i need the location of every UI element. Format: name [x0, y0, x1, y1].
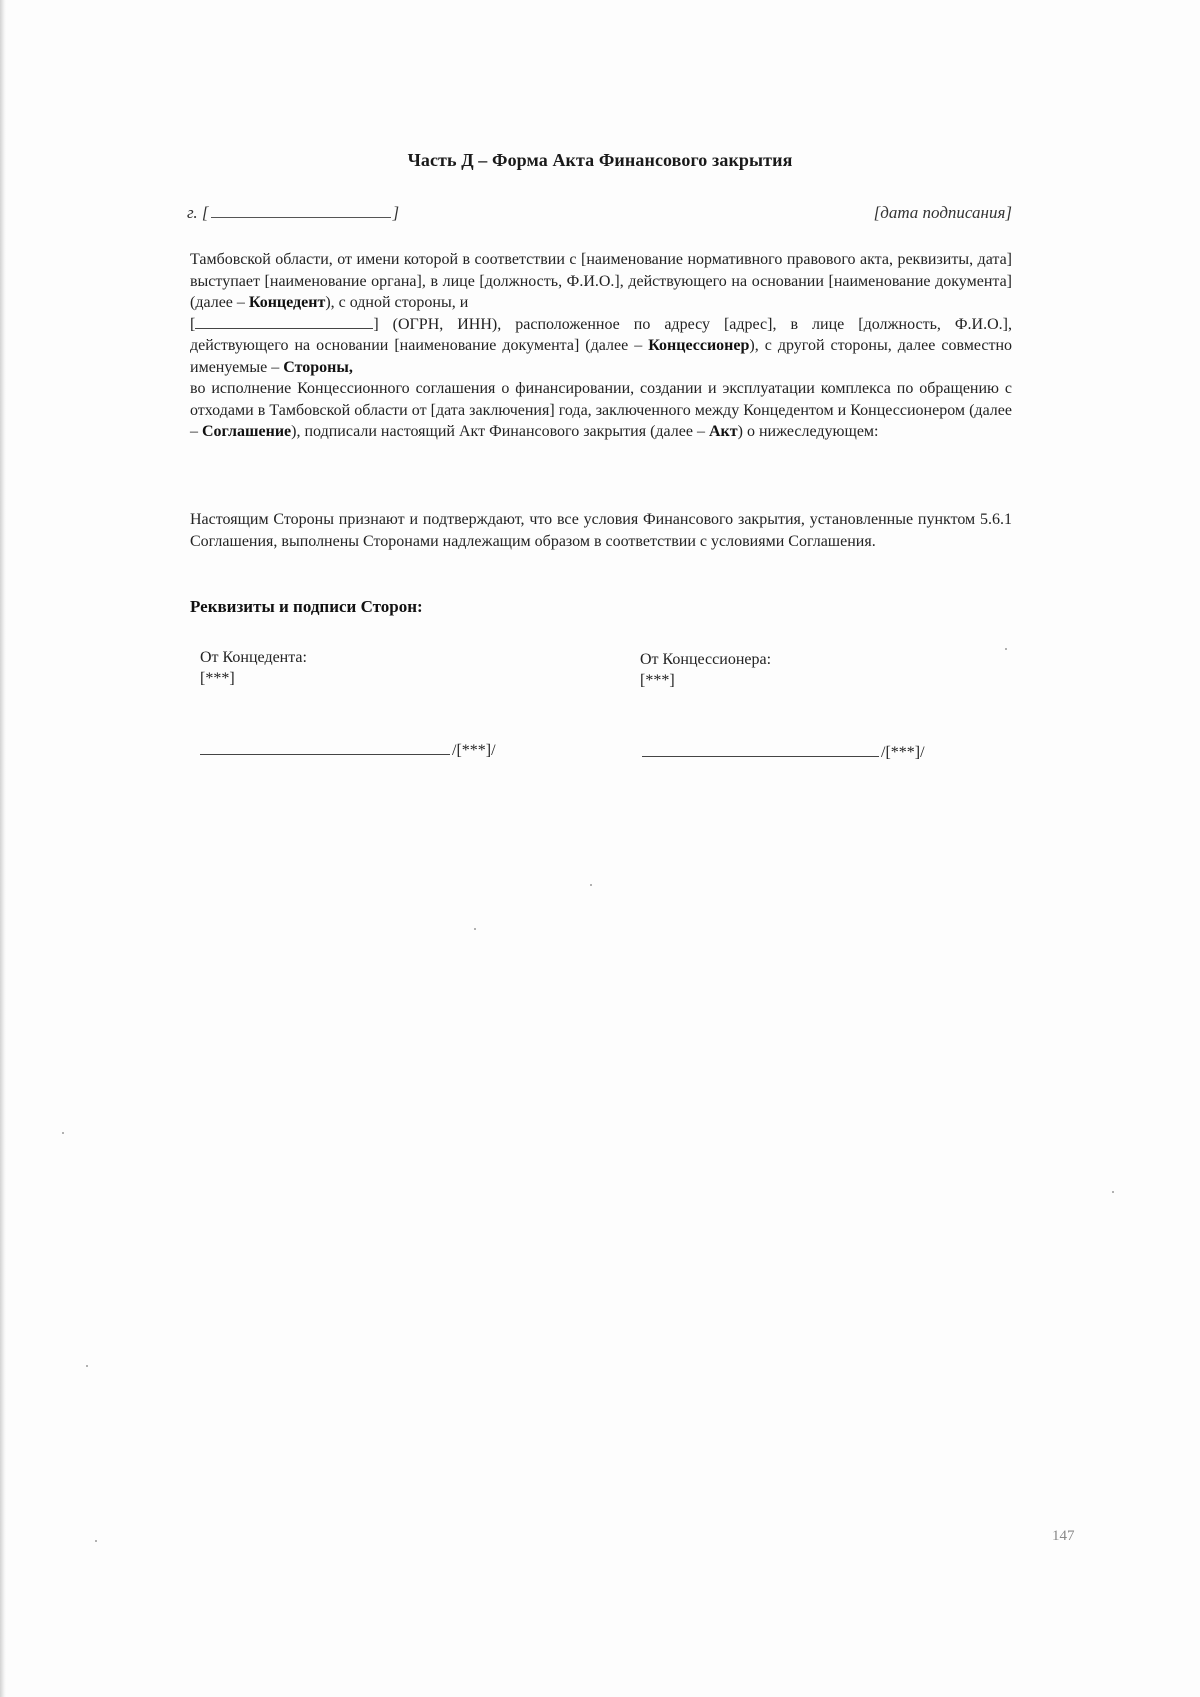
signature-rule [200, 740, 450, 755]
confirmation-paragraph: Настоящим Стороны признают и подтверждают, что все условия Финансового закрытия, установленные пунктом 5.6.1 Соглашения, выполнены Сторонами надлежащим образом в соответствии с условиями Соглашения. [190, 511, 1012, 550]
act-term: Акт [708, 423, 738, 440]
preamble-text-1: Тамбовской области, от имени которой в соответствии с [наименование нормативного правового акта, реквизиты, дата] выступает [наименование органа], в лице [должность, Ф.И.О.], действующего на основании [наименование документа] (далее – [190, 251, 1012, 311]
preamble-text-2: ), с одной стороны, и [325, 294, 469, 311]
concessionaire-term: Концессионер [648, 337, 750, 354]
agreement-term: Соглашение [202, 423, 292, 440]
place-blank [211, 203, 391, 218]
preamble-text-7: ) о нижеследующем: [737, 423, 879, 440]
concessionaire-label: От Концессионера: [640, 651, 772, 668]
scan-speck [1005, 648, 1007, 650]
concessionaire-signature-block [640, 649, 771, 691]
blank-open-bracket: [ [190, 315, 196, 333]
concessionaire-signature-line [642, 742, 925, 762]
concedent-term: Концедент [248, 294, 326, 311]
scan-edge-artifact [0, 0, 6, 1697]
page-number: 147 [1052, 1528, 1075, 1544]
scan-speck [95, 1540, 97, 1542]
place-field [187, 203, 399, 223]
document-title: Часть Д – Форма Акта Финансового закрытия [407, 150, 793, 170]
concedent-signature-line [200, 740, 496, 760]
concedent-requisites: [***] [200, 670, 235, 687]
preamble-text-3: ] (ОГРН, ИНН), расположенное по адресу [адрес], в лице [должность, Ф.И.О.], действующего на основании [наименование документа] (далее – [190, 315, 1012, 354]
preamble-text-4: ), с другой стороны, далее совместно именуемые – [190, 337, 1012, 376]
parties-term: Стороны, [283, 358, 353, 376]
preamble-paragraph [190, 249, 1012, 443]
scan-speck [62, 1132, 64, 1134]
place-prefix: г. [ [187, 203, 209, 222]
concedent-signature-block [200, 647, 307, 689]
company-name-blank [195, 314, 373, 329]
preamble-text-5: во исполнение Концессионного соглашения о финансировании, создании и эксплуатации комплекса по обращению с отходами в Тамбовской области от [дата заключения] года, заключенного между Концедентом и Концессионером (далее – [190, 380, 1012, 440]
concedent-label: От Концедента: [200, 649, 307, 666]
signature-rule [642, 742, 879, 757]
concedent-signer: /[***]/ [452, 742, 496, 759]
concessionaire-requisites: [***] [640, 672, 675, 689]
concessionaire-signer: /[***]/ [881, 744, 925, 761]
place-suffix: ] [392, 203, 400, 222]
scan-speck [590, 884, 592, 886]
date-placeholder: [дата подписания] [873, 203, 1012, 222]
scan-speck [86, 1365, 88, 1367]
scan-speck [474, 928, 476, 930]
scan-speck [1112, 1191, 1114, 1193]
requisites-heading: Реквизиты и подписи Сторон: [190, 597, 423, 616]
preamble-text-6: ), подписали настоящий Акт Финансового закрытия (далее – [291, 423, 709, 440]
